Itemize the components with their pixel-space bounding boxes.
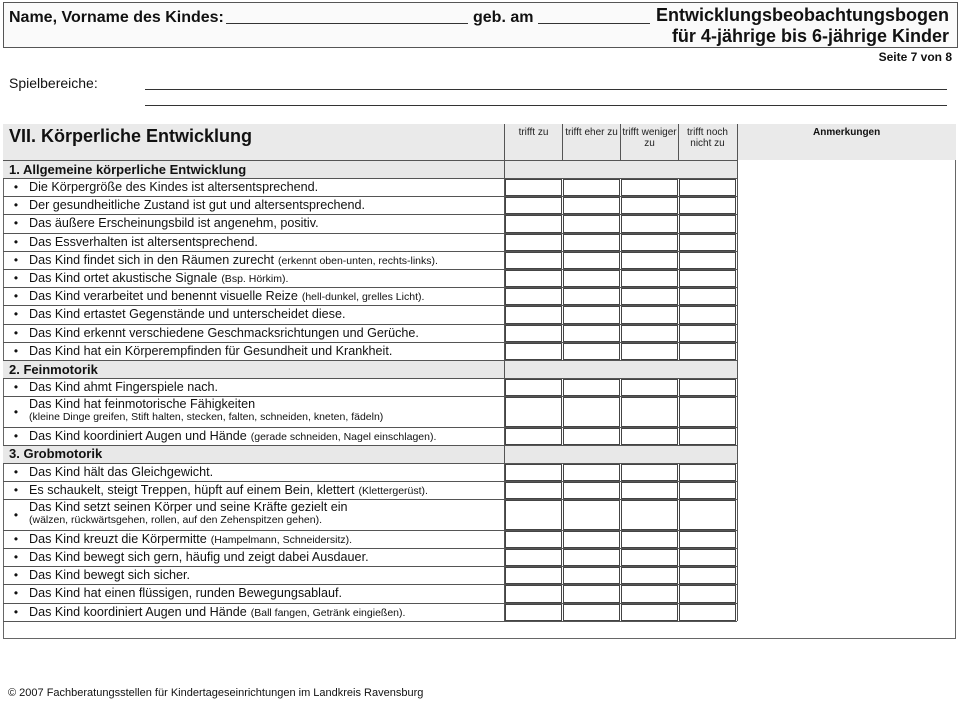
item-text-wrap (29, 271, 288, 285)
bullet-icon: • (13, 586, 19, 601)
rating-cell-4[interactable] (679, 197, 736, 214)
rating-cell-1[interactable] (505, 215, 562, 232)
item-note: (erkennt oben-unten, rechts-links). (278, 254, 438, 267)
bullet-icon: • (13, 568, 19, 583)
item-text: Das Kind hat ein Körperempfinden für Gesundheit und Krankheit. (29, 343, 393, 358)
rating-cell-2[interactable] (563, 428, 620, 445)
item-subtext: (kleine Dinge greifen, Stift halten, stecken, falten, schneiden, kneten, fädeln) (29, 411, 384, 424)
birth-date-field[interactable] (538, 23, 650, 24)
item-text-wrap (29, 326, 419, 340)
item-text-wrap (29, 380, 218, 394)
item-line (29, 326, 419, 340)
list-item (3, 178, 505, 196)
list-item (3, 378, 505, 396)
item-text-wrap (29, 568, 190, 582)
notes-area[interactable] (738, 142, 955, 621)
item-text-wrap (29, 550, 369, 564)
item-text: Das Kind erkennt verschiedene Geschmacksrichtungen und Gerüche. (29, 325, 419, 340)
item-line (29, 253, 438, 267)
list-item (3, 269, 505, 287)
column-header-4: trifft noch nicht zu (687, 127, 728, 149)
rating-cell-1[interactable] (505, 482, 562, 499)
rating-cell-3[interactable] (621, 197, 678, 214)
rating-cell-2[interactable] (563, 397, 620, 427)
list-item (3, 566, 505, 584)
bullet-icon: • (13, 271, 19, 286)
item-text: Das Kind setzt seinen Körper und seine Kräfte gezielt ein (29, 500, 348, 515)
item-text-wrap (29, 180, 318, 194)
item-note: (hell-dunkel, grelles Licht). (301, 291, 425, 304)
rating-cell-3[interactable] (621, 379, 678, 396)
rating-cell-4[interactable] (679, 288, 736, 305)
rating-cell-2[interactable] (563, 531, 620, 548)
rating-cell-2[interactable] (563, 234, 620, 251)
rating-cell-3[interactable] (621, 234, 678, 251)
rating-cell-2[interactable] (563, 270, 620, 287)
bullet-icon: • (13, 307, 19, 322)
item-text-wrap (29, 465, 213, 479)
list-item (3, 603, 505, 621)
rating-cell-4[interactable] (679, 306, 736, 323)
play-areas-line-2[interactable] (145, 105, 947, 106)
rating-cell-4[interactable] (679, 215, 736, 232)
column-header-3: trifft weniger zu (622, 127, 677, 149)
bullet-icon: • (13, 531, 19, 546)
item-text: Das Kind hat feinmotorische Fähigkeiten (29, 397, 256, 412)
rating-cell-3[interactable] (621, 270, 678, 287)
item-text: Das Kind kreuzt die Körpermitte (29, 531, 207, 546)
notes-header: Anmerkungen (813, 127, 881, 138)
rating-cell-4[interactable] (679, 428, 736, 445)
item-text-wrap (29, 344, 392, 358)
bullet-icon: • (13, 180, 19, 195)
item-text: Es schaukelt, steigt Treppen, hüpft auf einem Bein, klettert (29, 483, 355, 498)
column-separator (678, 124, 679, 160)
rating-cell-1[interactable] (505, 234, 562, 251)
rating-cell-3[interactable] (621, 288, 678, 305)
rating-cell-4[interactable] (679, 585, 736, 602)
item-text-wrap (29, 397, 383, 423)
rating-cell-1[interactable] (505, 585, 562, 602)
name-label: Name, Vorname des Kindes: (9, 9, 224, 26)
rating-cell-3[interactable] (621, 500, 678, 530)
rating-cell-1[interactable] (505, 306, 562, 323)
list-item (3, 214, 505, 232)
item-text: Das Kind koordiniert Augen und Hände (29, 604, 247, 619)
rating-cell-3[interactable] (621, 343, 678, 360)
row-divider (3, 360, 737, 361)
rating-cell-4[interactable] (679, 549, 736, 566)
bullet-icon: • (13, 550, 19, 565)
rating-cell-4[interactable] (679, 252, 736, 269)
rating-cell-4[interactable] (679, 567, 736, 584)
column-separator (504, 124, 505, 160)
item-line (29, 271, 288, 285)
item-text-wrap (29, 500, 348, 526)
rating-cell-4[interactable] (679, 464, 736, 481)
item-text: Das Kind ertastet Gegenstände und unterscheidet diese. (29, 307, 346, 322)
item-text: Das Kind verarbeitet und benennt visuelle Reize (29, 289, 298, 304)
rating-cell-3[interactable] (621, 585, 678, 602)
rating-cell-3[interactable] (621, 531, 678, 548)
group-heading: 1. Allgemeine körperliche Entwicklung (3, 160, 737, 178)
item-text-wrap (29, 429, 436, 443)
group-heading: 2. Feinmotorik (3, 360, 737, 378)
item-line (29, 344, 392, 358)
item-text: Das Kind findet sich in den Räumen zurecht (29, 252, 275, 267)
rating-cell-3[interactable] (621, 179, 678, 196)
item-line (29, 397, 383, 411)
list-item (3, 324, 505, 342)
item-text: Das Kind ahmt Fingerspiele nach. (29, 380, 219, 395)
rating-cell-1[interactable] (505, 379, 562, 396)
item-line (29, 307, 345, 321)
item-text: Das Kind hält das Gleichgewicht. (29, 464, 214, 479)
rating-cell-1[interactable] (505, 179, 562, 196)
rating-cell-1[interactable] (505, 252, 562, 269)
list-item (3, 530, 505, 548)
item-line (29, 500, 348, 514)
list-item (3, 251, 505, 269)
rating-cell-2[interactable] (563, 549, 620, 566)
bullet-icon: • (13, 252, 19, 267)
rating-cell-2[interactable] (563, 604, 620, 621)
rating-cell-2[interactable] (563, 306, 620, 323)
rating-cell-1[interactable] (505, 500, 562, 530)
column-header-1: trifft zu (518, 127, 549, 138)
bullet-icon: • (13, 428, 19, 443)
rating-cell-3[interactable] (621, 482, 678, 499)
list-item (3, 548, 505, 566)
item-line (29, 586, 342, 600)
bullet-icon: • (13, 604, 19, 619)
rating-cell-1[interactable] (505, 604, 562, 621)
item-line (29, 605, 405, 619)
birth-label: geb. am (473, 9, 534, 26)
item-text-wrap (29, 235, 258, 249)
list-item (3, 396, 505, 427)
play-areas-line-1[interactable] (145, 89, 947, 90)
item-text-wrap (29, 289, 424, 303)
form-title-line2: für 4-jährige bis 6-jährige Kinder (671, 26, 949, 46)
bullet-icon: • (13, 289, 19, 304)
rating-cell-2[interactable] (563, 343, 620, 360)
list-item (3, 196, 505, 214)
rating-cell-4[interactable] (679, 397, 736, 427)
item-line (29, 532, 352, 546)
item-line (29, 465, 213, 479)
rating-cell-3[interactable] (621, 252, 678, 269)
observation-table (3, 124, 956, 639)
list-item (3, 305, 505, 323)
row-divider (3, 621, 737, 622)
rating-cell-1[interactable] (505, 464, 562, 481)
rating-cell-2[interactable] (563, 585, 620, 602)
rating-cell-4[interactable] (679, 604, 736, 621)
item-note: (Ball fangen, Getränk eingießen). (250, 606, 406, 619)
item-line (29, 198, 365, 212)
item-note: (gerade schneiden, Nagel einschlagen). (250, 430, 437, 443)
list-item (3, 342, 505, 360)
item-line (29, 550, 369, 564)
rating-cell-1[interactable] (505, 531, 562, 548)
rating-cell-3[interactable] (621, 464, 678, 481)
item-text: Das Kind ortet akustische Signale (29, 271, 218, 286)
bullet-icon: • (13, 198, 19, 213)
list-item (3, 481, 505, 499)
item-text: Der gesundheitliche Zustand ist gut und altersentsprechend. (29, 198, 366, 213)
rating-cell-4[interactable] (679, 234, 736, 251)
list-item (3, 499, 505, 530)
bullet-icon: • (13, 216, 19, 231)
list-item (3, 233, 505, 251)
rating-cell-2[interactable] (563, 500, 620, 530)
rating-cell-1[interactable] (505, 567, 562, 584)
item-text: Das äußere Erscheinungsbild ist angenehm, positiv. (29, 216, 319, 231)
rating-cell-1[interactable] (505, 270, 562, 287)
item-text-wrap (29, 605, 405, 619)
rating-cell-2[interactable] (563, 179, 620, 196)
column-separator (620, 124, 621, 160)
row-divider (3, 160, 737, 161)
rating-cell-3[interactable] (621, 306, 678, 323)
item-text-wrap (29, 532, 352, 546)
item-text: Das Kind hat einen flüssigen, runden Bewegungsablauf. (29, 586, 342, 601)
item-line (29, 180, 318, 194)
bullet-icon: • (13, 380, 19, 395)
rating-cell-4[interactable] (679, 270, 736, 287)
rating-cell-3[interactable] (621, 325, 678, 342)
item-line (29, 380, 218, 394)
rating-cell-2[interactable] (563, 252, 620, 269)
item-text-wrap (29, 253, 438, 267)
item-line (29, 568, 190, 582)
item-line (29, 483, 428, 497)
item-text: Die Körpergröße des Kindes ist altersentsprechend. (29, 180, 319, 195)
rating-cell-2[interactable] (563, 325, 620, 342)
bullet-icon: • (13, 343, 19, 358)
item-subtext: (wälzen, rückwärtsgehen, rollen, auf den Zehenspitzen gehen). (29, 514, 323, 527)
rating-cell-1[interactable] (505, 549, 562, 566)
rating-cell-1[interactable] (505, 288, 562, 305)
name-field[interactable] (226, 23, 468, 24)
rating-cell-1[interactable] (505, 428, 562, 445)
item-text-wrap (29, 198, 365, 212)
item-text-wrap (29, 483, 428, 497)
item-line (29, 289, 424, 303)
rating-cell-1[interactable] (505, 397, 562, 427)
rating-cell-3[interactable] (621, 397, 678, 427)
section-title: VII. Körperliche Entwicklung (9, 126, 253, 146)
item-line (29, 235, 258, 249)
rating-cell-2[interactable] (563, 197, 620, 214)
column-header-2: trifft eher zu (565, 127, 618, 138)
group-heading: 3. Grobmotorik (3, 445, 737, 463)
form-header (3, 2, 958, 48)
bullet-icon: • (13, 325, 19, 340)
bullet-icon: • (13, 483, 19, 498)
rating-cell-3[interactable] (621, 604, 678, 621)
rating-cell-4[interactable] (679, 325, 736, 342)
rating-cell-2[interactable] (563, 482, 620, 499)
bullet-icon: • (13, 234, 19, 249)
rating-cell-2[interactable] (563, 567, 620, 584)
item-line (29, 216, 319, 230)
rating-cell-1[interactable] (505, 343, 562, 360)
rating-cell-2[interactable] (563, 379, 620, 396)
item-note: (Klettergerüst). (358, 485, 428, 498)
rating-cell-4[interactable] (679, 500, 736, 530)
item-note: (Bsp. Hörkim). (221, 273, 289, 286)
bullet-icon: • (13, 464, 19, 479)
bullet-icon: • (13, 405, 19, 420)
rating-cell-4[interactable] (679, 379, 736, 396)
item-text-wrap (29, 586, 342, 600)
footer-copyright: © 2007 Fachberatungsstellen für Kindertageseinrichtungen im Landkreis Ravensburg (8, 687, 424, 699)
list-item (3, 427, 505, 445)
form-title-line1: Entwicklungsbeobachtungsbogen (655, 5, 949, 25)
rating-cell-3[interactable] (621, 215, 678, 232)
list-item (3, 463, 505, 481)
rating-cell-1[interactable] (505, 325, 562, 342)
rating-cell-3[interactable] (621, 567, 678, 584)
item-text-wrap (29, 216, 319, 230)
rating-cell-2[interactable] (563, 288, 620, 305)
item-text-wrap (29, 307, 345, 321)
list-item (3, 584, 505, 602)
item-text: Das Kind bewegt sich gern, häufig und zeigt dabei Ausdauer. (29, 550, 369, 565)
row-divider (3, 445, 737, 446)
rating-cell-4[interactable] (679, 343, 736, 360)
play-areas-label: Spielbereiche: (9, 75, 98, 91)
rating-cell-4[interactable] (679, 179, 736, 196)
item-text: Das Essverhalten ist altersentsprechend. (29, 234, 258, 249)
column-separator (562, 124, 563, 160)
rating-cell-2[interactable] (563, 215, 620, 232)
text-column-separator (504, 160, 505, 621)
item-text: Das Kind bewegt sich sicher. (29, 568, 191, 583)
rating-cell-4[interactable] (679, 531, 736, 548)
page-number: Seite 7 von 8 (878, 50, 952, 64)
rating-cell-3[interactable] (621, 428, 678, 445)
bullet-icon: • (13, 508, 19, 523)
rating-cell-1[interactable] (505, 197, 562, 214)
item-note: (Hampelmann, Schneidersitz). (210, 533, 353, 546)
rating-cell-2[interactable] (563, 464, 620, 481)
item-text: Das Kind koordiniert Augen und Hände (29, 428, 247, 443)
list-item (3, 287, 505, 305)
item-line (29, 429, 436, 443)
rating-cell-3[interactable] (621, 549, 678, 566)
rating-cell-4[interactable] (679, 482, 736, 499)
